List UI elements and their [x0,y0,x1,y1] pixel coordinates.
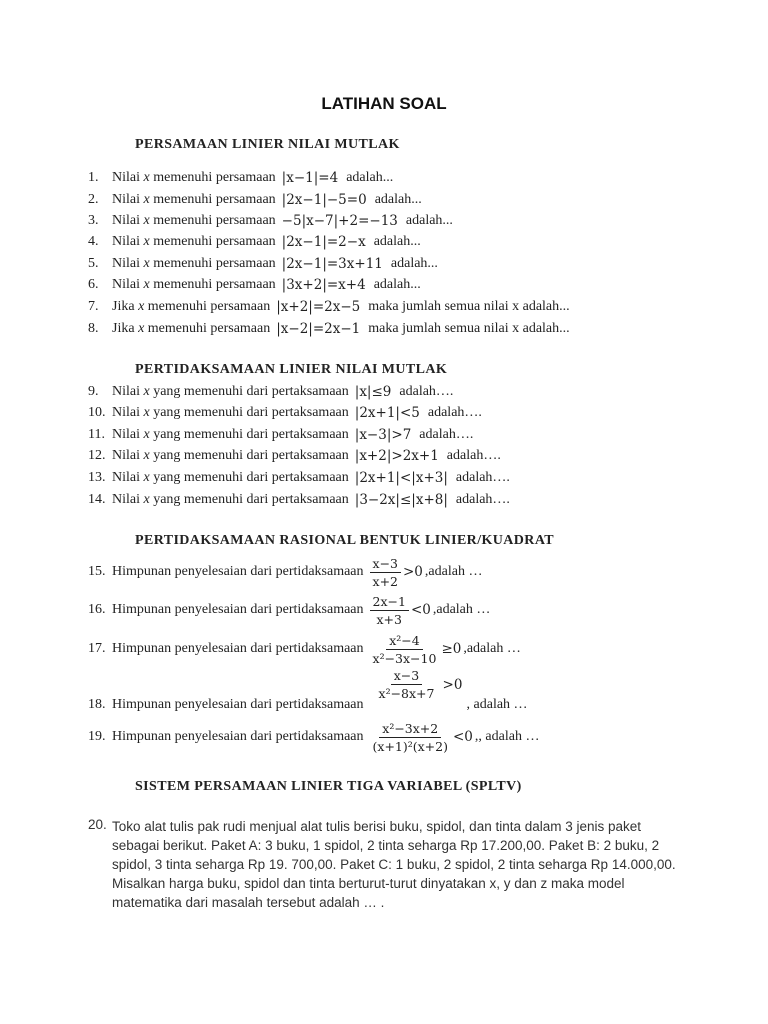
question-text: memenuhi persamaan [147,321,271,336]
variable: x [143,427,150,442]
question-number: 20. [88,817,107,832]
question-number: 3. [88,213,99,228]
question-number: 15. [88,564,106,579]
math-expression: −5|x−7|+2=−13 [281,213,398,229]
page-title: LATIHAN SOAL [321,94,447,113]
question-prefix: Jika [112,299,135,314]
fraction [370,721,451,754]
question-text: yang memenuhi dari pertaksamaan [153,448,349,463]
question-text: Himpunan penyelesaian dari pertidaksamaan [112,641,364,656]
question-prefix: Nilai [112,277,140,292]
question-prefix: Nilai [112,492,140,507]
question-prefix: Jika [112,321,135,336]
numerator: 2x−1 [370,594,409,611]
section-heading-absolute-equations: PERSAMAAN LINIER NILAI MUTLAK [135,137,400,152]
question-row [88,210,453,232]
variable: x [143,213,150,228]
variable: x [143,234,150,249]
question-tail: adalah…. [455,470,510,485]
math-expression: |x−1|=4 [281,170,339,186]
math-expression: |x+2|>2x+1 [354,448,439,464]
question-row [88,231,421,253]
question-row [88,489,510,511]
math-expression: |2x+1|<|x+3| [354,470,448,486]
question-row [88,253,438,275]
question-text: yang memenuhi dari pertaksamaan [153,405,349,420]
variable: x [143,405,150,420]
question-number: 9. [88,384,99,399]
question-row [88,554,482,590]
question-text: yang memenuhi dari pertaksamaan [153,492,349,507]
question-tail: maka jumlah semua nilai x adalah... [368,299,570,314]
question-number: 8. [88,321,99,336]
relation: >0 [442,677,463,693]
question-number: 7. [88,299,99,314]
question-number: 2. [88,192,99,207]
question-tail: ,, adalah … [474,729,540,744]
fraction [370,633,440,666]
question-tail: adalah... [346,170,394,185]
question-number: 18. [88,697,106,712]
section-heading-absolute-inequalities: PERTIDAKSAMAAN LINIER NILAI MUTLAK [135,362,448,377]
question-text: memenuhi persamaan [153,256,276,271]
question-tail: adalah... [373,234,421,249]
question-row [88,274,421,296]
relation: <0 [410,602,431,618]
math-expression: |x|≤9 [354,384,392,400]
section-heading-spltv: SISTEM PERSAMAAN LINIER TIGA VARIABEL (SPLTV) [135,779,522,794]
relation: <0 [453,729,473,745]
question-row [88,719,539,755]
question-row [88,424,473,446]
question-number: 14. [88,492,106,507]
question-number: 16. [88,602,106,617]
question-prefix: Nilai [112,470,140,485]
denominator: x+2 [372,573,398,589]
question-tail: adalah... [405,213,453,228]
question-tail: ,adalah … [463,641,521,656]
variable: x [143,277,150,292]
question-tail: , adalah … [466,697,528,712]
question-row [88,167,393,189]
question-prefix: Nilai [112,384,140,399]
relation: >0 [403,564,423,580]
question-prefix: Nilai [112,448,140,463]
question-prefix: Nilai [112,192,140,207]
fraction [370,594,409,627]
question-number: 11. [88,427,105,442]
question-tail: adalah…. [427,405,482,420]
math-expression: |2x−1|−5=0 [281,192,367,208]
question-row [88,189,422,211]
section-heading-rational-inequalities: PERTIDAKSAMAAN RASIONAL BENTUK LINIER/KUADRAT [135,533,555,548]
question-text: memenuhi persamaan [153,213,276,228]
question-text: memenuhi persamaan [153,277,276,292]
question-number: 5. [88,256,99,271]
math-expression: |2x+1|<5 [354,405,420,421]
question-text: yang memenuhi dari pertaksamaan [153,384,349,399]
question-text: memenuhi persamaan [153,192,276,207]
question-row [88,318,570,340]
relation: ≥0 [441,641,462,657]
variable: x [143,170,150,185]
question-tail: adalah... [374,192,422,207]
variable: x [143,470,150,485]
question-text: yang memenuhi dari pertaksamaan [153,470,349,485]
question-tail: adalah…. [399,384,454,399]
fraction [370,556,401,589]
question-number: 6. [88,277,99,292]
variable: x [143,384,150,399]
math-expression: |x+2|=2x−5 [276,299,361,315]
question-text: yang memenuhi dari pertaksamaan [153,427,349,442]
denominator: x²−3x−10 [372,650,437,666]
question-tail: ,adalah … [424,564,483,579]
question-number: 1. [88,170,99,185]
question-number: 17. [88,641,106,656]
question-row [88,631,521,667]
denominator: x²−8x+7 [378,686,435,701]
question-text: Himpunan penyelesaian dari pertidaksamaan [112,602,364,617]
question-text: memenuhi persamaan [153,234,276,249]
question-row [88,381,453,403]
question-paragraph: Toko alat tulis pak rudi menjual alat tulis berisi buku, spidol, dan tinta dalam 3 jenis paket sebagai berikut. Paket A: 3 buku, 1 spidol, 2 tinta seharga Rp 17.200,00. Paket B: 2 buku, 2 spidol, 3 tinta seharga Rp 19. 700,00. Paket C: 1 buku, 2 spidol, 2 tinta seharga Rp 14.000,00. Misalkan harga buku, spidol dan tinta berturut-turut dinyatakan x, y dan z maka model matematika dari masalah tersebut adalah … . [112,819,676,910]
math-expression: |2x−1|=2−x [281,234,366,250]
variable: x [138,321,145,336]
question-text: memenuhi persamaan [147,299,271,314]
fraction [376,668,438,701]
question-number: 12. [88,448,106,463]
question-number: 10. [88,405,106,420]
question-number: 19. [88,729,106,744]
question-tail: adalah…. [455,492,510,507]
question-prefix: Nilai [112,256,140,271]
variable: x [138,299,145,314]
question-number: 4. [88,234,99,249]
question-row [88,668,528,716]
question-row [88,296,570,318]
math-expression: |2x−1|=3x+11 [281,256,383,272]
question-tail: adalah…. [419,427,474,442]
question-tail: adalah... [373,277,421,292]
variable: x [143,448,150,463]
question-text: Himpunan penyelesaian dari pertidaksamaan [112,564,364,579]
question-row [88,402,482,424]
math-expression: |3x+2|=x+4 [281,277,366,293]
numerator: x−3 [391,668,422,685]
question-prefix: Nilai [112,427,140,442]
variable: x [143,256,150,271]
question-tail: maka jumlah semua nilai x adalah... [368,321,570,336]
denominator: x+3 [376,611,402,627]
question-tail: adalah…. [446,448,501,463]
question-prefix: Nilai [112,405,140,420]
math-expression: |3−2x|≤|x+8| [354,492,448,508]
fraction-wrapper [370,668,467,716]
question-row [88,467,510,489]
variable: x [143,492,150,507]
numerator: x²−3x+2 [379,721,441,738]
numerator: x²−4 [386,633,423,650]
question-text: Himpunan penyelesaian dari pertidaksamaan [112,729,364,744]
question-prefix: Nilai [112,213,140,228]
denominator: (x+1)²(x+2) [372,738,448,754]
question-tail: adalah... [390,256,438,271]
numerator: x−3 [370,556,401,573]
question-text: Himpunan penyelesaian dari pertidaksamaan [112,697,364,712]
question-row [88,592,490,628]
math-expression: |x−2|=2x−1 [276,321,361,337]
question-number: 13. [88,470,106,485]
math-expression: |x−3|>7 [354,427,412,443]
question-text: memenuhi persamaan [153,170,276,185]
question-prefix: Nilai [112,234,140,249]
question-tail: ,adalah … [432,602,491,617]
question-prefix: Nilai [112,170,140,185]
variable: x [143,192,150,207]
question-row [88,445,501,467]
